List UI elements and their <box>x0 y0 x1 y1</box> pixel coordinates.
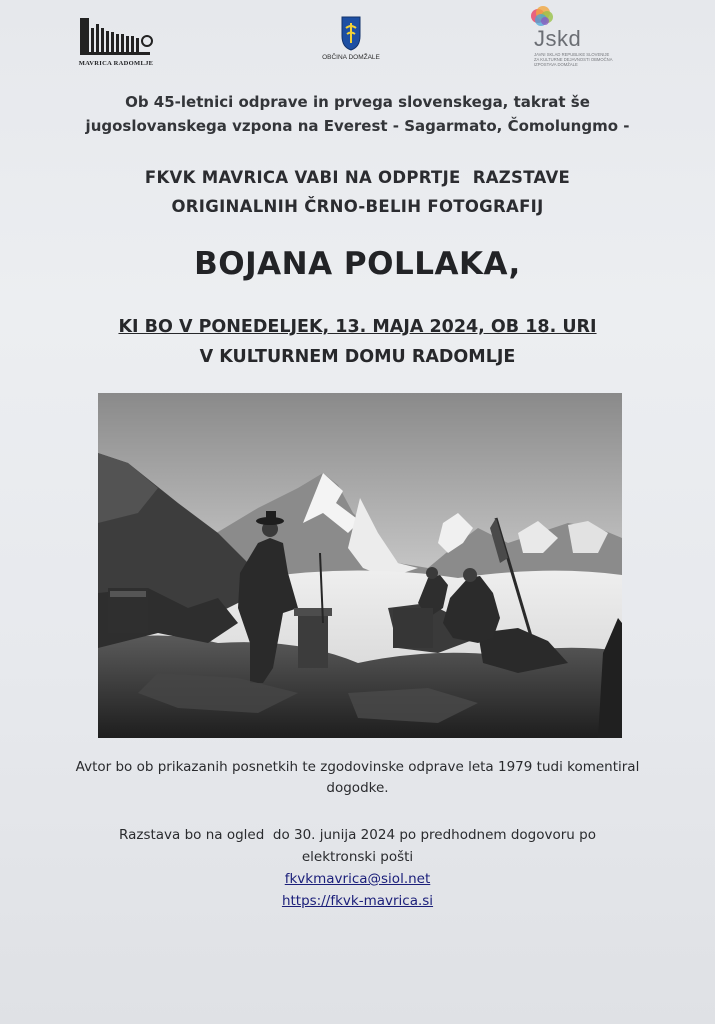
jskd-logo <box>528 4 618 70</box>
exhibition-line-2: elektronski pošti <box>301 849 414 865</box>
exhibition-info <box>0 824 715 912</box>
mountain-expedition-photo-icon <box>98 393 622 738</box>
event-details <box>0 312 715 372</box>
author-note <box>0 757 715 799</box>
invite-heading <box>0 163 715 221</box>
mavrica-radomlje-logo <box>76 14 156 70</box>
event-venue-line: V KULTURNEM DOMU RADOMLJE <box>199 347 516 367</box>
coat-of-arms-icon <box>306 14 396 52</box>
jskd-color-mark-icon <box>528 4 558 28</box>
intro-line-1: Ob 45-letnici odprave in prvega slovenskega, takrat še <box>125 93 590 111</box>
invite-line-1: FKVK MAVRICA VABI NA ODPRTJE RAZSTAVE <box>144 168 571 187</box>
exhibition-line-1: Razstava bo na ogled do 30. junija 2024 po predhodnem dogovoru po <box>119 827 596 843</box>
email-link[interactable]: fkvkmavrica@siol.net <box>284 871 431 887</box>
website-link[interactable]: https://fkvk-mavrica.si <box>281 893 434 909</box>
event-date-line: KI BO V PONEDELJEK, 13. MAJA 2024, OB 18. URI <box>118 317 597 337</box>
camera-bellows-icon <box>76 14 156 58</box>
jskd-subtitle: JAVNI SKLAD REPUBLIKE SLOVENIJE ZA KULTURNE DEJAVNOSTI OBMOČNA IZPOSTAVA DOMŽALE <box>534 52 613 67</box>
author-note-line-2: dogodke. <box>326 780 389 796</box>
domzale-logo-caption: OBČINA DOMŽALE <box>322 54 380 61</box>
obcina-domzale-logo <box>306 14 396 66</box>
photographer-name: BOJANA POLLAKA, <box>194 246 521 282</box>
jskd-wordmark: Jskd <box>534 26 582 51</box>
invite-line-2: ORIGINALNIH ČRNO-BELIH FOTOGRAFIJ <box>171 197 544 216</box>
intro-line-2: jugoslovanskega vzpona na Everest - Sagarmato, Čomolungmo - <box>85 117 630 135</box>
intro-text <box>0 90 715 138</box>
expedition-photo <box>98 393 622 738</box>
logo-row <box>0 0 715 80</box>
author-note-line-1: Avtor bo ob prikazanih posnetkih te zgodovinske odprave leta 1979 tudi komentiral <box>75 759 640 775</box>
mavrica-logo-caption: MAVRICA RADOMLJE <box>78 60 154 67</box>
